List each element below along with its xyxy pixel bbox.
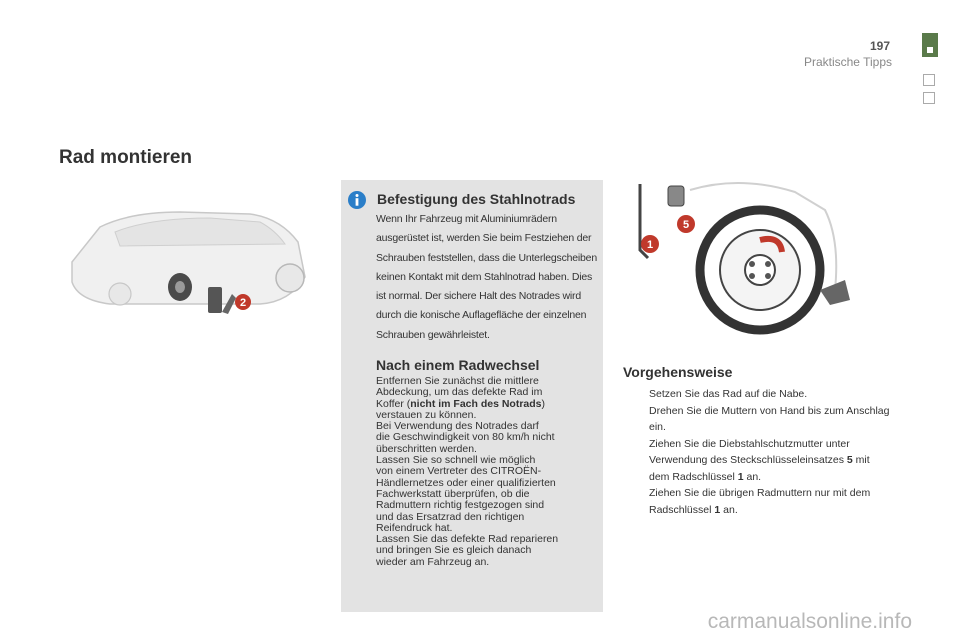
info-title: Befestigung des Stahlnotrads (377, 191, 576, 207)
info-panel (341, 180, 603, 612)
car-illustration (60, 182, 322, 332)
socket-insert (668, 186, 684, 206)
chapter-tab-active (922, 33, 938, 57)
procedure-step: Ziehen Sie die übrigen Radmuttern nur mit dem Radschlüssel 1 an. (649, 487, 871, 516)
chapter-tab-box (923, 92, 935, 104)
wheel-illustration (620, 180, 860, 340)
procedure-step: Drehen Sie die Muttern von Hand bis zum Anschlag ein. (649, 404, 890, 433)
marker-2-label: 2 (239, 297, 247, 309)
procedure-list (623, 386, 891, 518)
after-change-title: Nach einem Radwechsel (376, 357, 540, 373)
car-wheel-front (109, 283, 131, 305)
tab-square-icon (927, 47, 933, 53)
info-body: Wenn Ihr Fahrzeug mit Aluminiumrädern ausgerüstet ist, werden Sie beim Festziehen der Schrauben feststellen, dass die Unterlegscheiben keinen Kontakt mit dem Stahlnotrad haben. Dies ist normal. Der sichere Halt des Notrades wird durch die konische Auflagefläche der einzelnen Schrauben gewährleistet. (376, 213, 597, 341)
procedure-step: Ziehen Sie die Diebstahlschutzmutter unter Verwendung des Steckschlüsseleinsatzes 5 mit dem Radschlüssel 1 an. (649, 437, 870, 483)
marker-1-label: 1 (646, 239, 654, 251)
page-number: 197 (869, 39, 890, 53)
car-wheel-rear (276, 264, 304, 292)
page-title: Rad montieren (59, 147, 193, 168)
after-change-bold: nicht im Fach des Notrads (410, 397, 542, 410)
procedure-step: Setzen Sie das Rad auf die Nabe. (649, 388, 808, 400)
info-icon (347, 190, 367, 210)
procedure-title: Vorgehensweise (623, 364, 733, 380)
chapter-tab-box (923, 74, 935, 86)
hub (745, 255, 775, 285)
marker-5-label: 5 (682, 219, 690, 231)
jack-kit (208, 287, 222, 313)
section-title: Praktische Tipps (803, 55, 892, 69)
watermark: carmanualsonline.info (707, 610, 912, 633)
after-change-text-rest: ) verstauen zu können. Bei Verwendung des Notrades darf die Geschwindigkeit von 80 km/h nicht überschritten werden. Lassen Sie so schnell wie möglich von einem Vertreter des CITROËN- Händlernetzes oder einer qualifizierten Fachwerkstatt überprüfen, ob die Radmuttern richtig festgezogen sind und das Ersatzrad den richtigen Reifendruck hat. Lassen Sie das defekte Rad reparieren und bringen Sie es gleich danach wieder am Fahrzeug an. (376, 397, 559, 568)
after-change-body (376, 376, 601, 568)
after-change-text: Entfernen Sie zunächst die mittlere Abdeckung, um das defekte Rad im Koffer ( (376, 375, 543, 410)
